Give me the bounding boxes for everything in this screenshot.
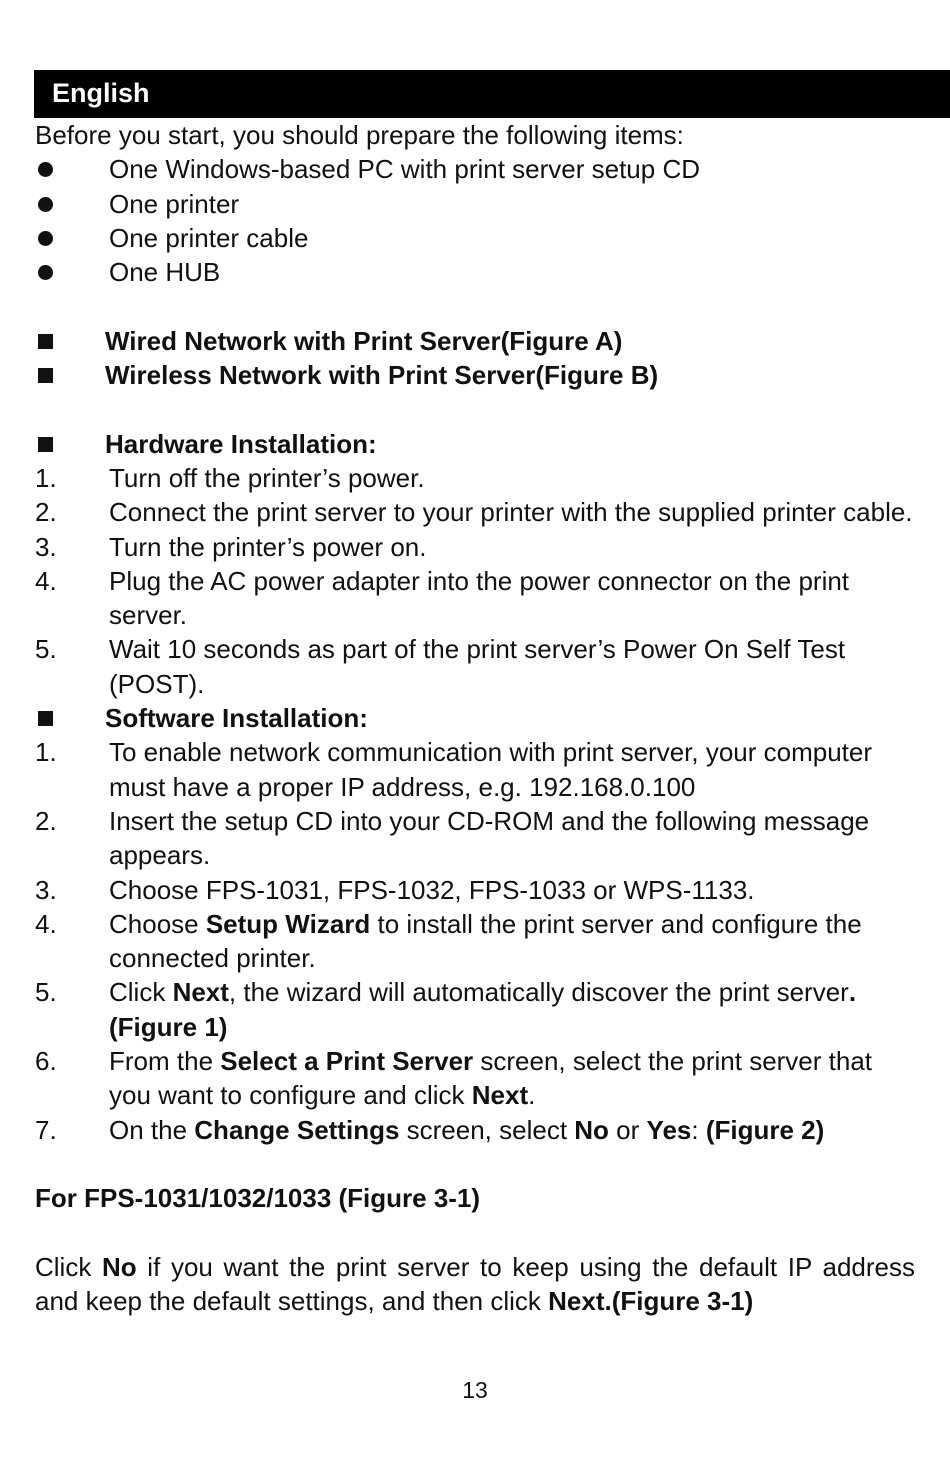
hardware-step: 5. Wait 10 seconds as part of the print server’s Power On Self Test (POST). (35, 634, 846, 699)
bullet-dot-icon (38, 265, 53, 280)
bullet-square-icon (38, 334, 53, 349)
software-heading: Software Installation: (35, 701, 915, 735)
software-step: 6. From the Select a Print Server screen, select the print server that you want to configure and click Next. (35, 1046, 873, 1111)
network-heading-wireless: Wireless Network with Print Server(Figure B) (35, 358, 915, 392)
software-step: 4. Choose Setup Wizard to install the print server and configure the connected printer. (35, 908, 862, 974)
prep-item: One printer (35, 187, 915, 221)
intro-text: Before you start, you should prepare the following items: (35, 120, 684, 150)
language-label: English (52, 78, 150, 108)
hardware-step: 4. Plug the AC power adapter into the power connector on the print server. (35, 565, 850, 631)
hardware-heading: Hardware Installation: (35, 427, 915, 461)
hardware-step: 2. Connect the print server to your printer with the supplied printer cable. (35, 497, 913, 528)
prep-item: One Windows-based PC with print server setup CD (35, 152, 915, 186)
closing-paragraph: Click No if you want the print server to keep using the default IP address and keep the default settings, and then click Next.(Figure 3-1) (35, 1251, 915, 1317)
prep-item: One HUB (35, 255, 915, 289)
bullet-dot-icon (38, 231, 53, 246)
language-header-bar (34, 70, 950, 118)
bullet-square-icon (38, 711, 53, 726)
software-step: 3. Choose FPS-1031, FPS-1032, FPS-1033 or WPS-1133. (35, 874, 755, 905)
software-step: 7. On the Change Settings screen, select No or Yes: (Figure 2) (35, 1114, 825, 1145)
bullet-dot-icon (38, 162, 53, 177)
hardware-step: 3. Turn the printer’s power on. (35, 531, 427, 562)
bullet-square-icon (38, 437, 53, 452)
fps-heading: For FPS-1031/1032/1033 (Figure 3-1) (35, 1183, 481, 1214)
hardware-step: 1. Turn off the printer’s power. (35, 462, 425, 493)
prep-item: One printer cable (35, 221, 915, 255)
bullet-dot-icon (38, 197, 53, 212)
network-heading-wired: Wired Network with Print Server(Figure A) (35, 324, 915, 358)
bullet-square-icon (38, 368, 53, 383)
page-content (35, 118, 915, 1318)
page-number: 13 (462, 1377, 488, 1403)
software-step: 2. Insert the setup CD into your CD-ROM and the following message appears. (35, 805, 870, 871)
software-step: 5. Click Next, the wizard will automatically discover the print server.(Figure 1) (35, 977, 857, 1042)
software-step: 1. To enable network communication with print server, your computer must have a proper IP address, e.g. 192.168.0.100 (35, 737, 873, 802)
